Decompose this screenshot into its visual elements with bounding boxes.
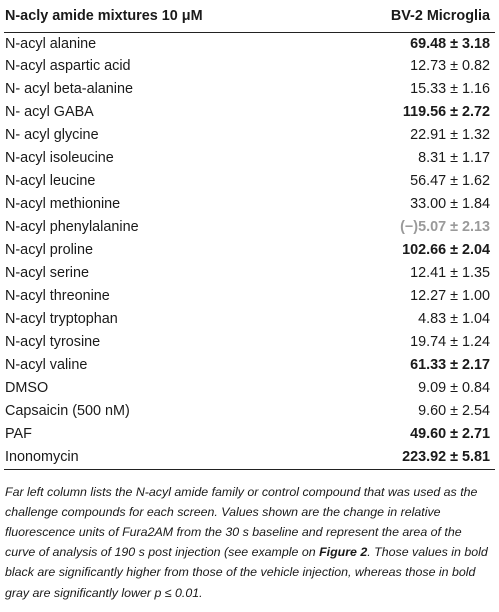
- figure-2-link[interactable]: Figure 2: [319, 545, 368, 560]
- compound-cell: N-acyl phenylalanine: [5, 219, 139, 236]
- compound-cell: DMSO: [5, 380, 49, 397]
- table-row: [4, 239, 495, 262]
- value-cell: 61.33 ± 2.17: [410, 357, 490, 374]
- value-cell: 102.66 ± 2.04: [402, 242, 490, 259]
- table-row: [4, 285, 495, 308]
- compound-cell: N-acyl tyrosine: [5, 334, 101, 351]
- table-row: [4, 101, 495, 124]
- value-cell: 8.31 ± 1.17: [418, 150, 490, 167]
- value-cell: (−)5.07 ± 2.13: [400, 219, 490, 236]
- compound-cell: N-acyl methionine: [5, 196, 121, 213]
- table-row: [4, 216, 495, 239]
- table-row: [4, 331, 495, 354]
- value-cell: 4.83 ± 1.04: [418, 311, 490, 328]
- table-row: [4, 446, 495, 469]
- table-row: [4, 262, 495, 285]
- table-row: [4, 170, 495, 193]
- compound-cell: N- acyl glycine: [5, 127, 99, 144]
- compound-cell: N-acyl aspartic acid: [5, 58, 131, 75]
- table-row: [4, 423, 495, 446]
- value-cell: 19.74 ± 1.24: [410, 334, 490, 351]
- value-cell: 12.73 ± 0.82: [410, 58, 490, 75]
- value-cell: 22.91 ± 1.32: [410, 127, 490, 144]
- compound-cell: N-acyl valine: [5, 357, 88, 374]
- value-cell: 69.48 ± 3.18: [410, 35, 490, 52]
- compound-cell: N-acyl serine: [5, 265, 89, 282]
- value-cell: 223.92 ± 5.81: [325, 446, 495, 469]
- value-cell: 15.33 ± 1.16: [410, 81, 490, 98]
- footnote-text-part2: . Those values in bold black are significantly higher from those of the vehicle injection, whereas those in bold gray are significantly lower p ≤ 0.01.: [5, 545, 488, 600]
- table-row: [4, 147, 495, 170]
- table-row: [4, 124, 495, 147]
- compound-cell: N- acyl GABA: [5, 104, 94, 121]
- compound-cell: Inonomycin: [4, 446, 325, 469]
- table-row: [4, 193, 495, 216]
- compound-cell: N-acyl alanine: [5, 35, 97, 52]
- value-cell: 56.47 ± 1.62: [410, 173, 490, 190]
- value-column-header: BV-2 Microglia: [325, 0, 495, 32]
- results-table: [4, 0, 495, 470]
- compound-cell: Capsaicin (500 nM): [5, 403, 130, 420]
- value-cell: 119.56 ± 2.72: [402, 104, 490, 121]
- compound-cell: N-acyl isoleucine: [5, 150, 114, 167]
- compound-cell: PAF: [5, 426, 32, 443]
- footnote-text-part1: Far left column lists the N-acyl amide family or control compound that was used as the challenge compounds for each screen. Values shown are the change in relative fluorescence units of Fura2AM from the 30 s baseline and represent the area of the curve of analysis of 190 s post injection (see example on: [5, 484, 478, 560]
- value-cell: 49.60 ± 2.71: [410, 426, 490, 443]
- table-row: [4, 78, 495, 101]
- table-footnote: [4, 482, 495, 603]
- table-row: [4, 377, 495, 400]
- table-body: [4, 32, 495, 469]
- table-row: [4, 400, 495, 423]
- value-cell: 12.41 ± 1.35: [410, 265, 490, 282]
- table-row: [4, 354, 495, 377]
- table-row: [4, 308, 495, 331]
- compound-cell: N-acyl tryptophan: [5, 311, 118, 328]
- compound-cell: N- acyl beta-alanine: [5, 81, 133, 98]
- table-header-row: [4, 0, 495, 32]
- table-row: [4, 32, 495, 55]
- value-cell: 33.00 ± 1.84: [410, 196, 490, 213]
- table-row: [4, 55, 495, 78]
- value-cell: 12.27 ± 1.00: [410, 288, 490, 305]
- compound-column-header: N-acly amide mixtures 10 μM: [4, 0, 325, 32]
- value-cell: 9.09 ± 0.84: [418, 380, 490, 397]
- compound-cell: N-acyl leucine: [5, 173, 96, 190]
- compound-cell: N-acyl threonine: [5, 288, 110, 305]
- value-cell: 9.60 ± 2.54: [418, 403, 490, 420]
- compound-cell: N-acyl proline: [5, 242, 93, 259]
